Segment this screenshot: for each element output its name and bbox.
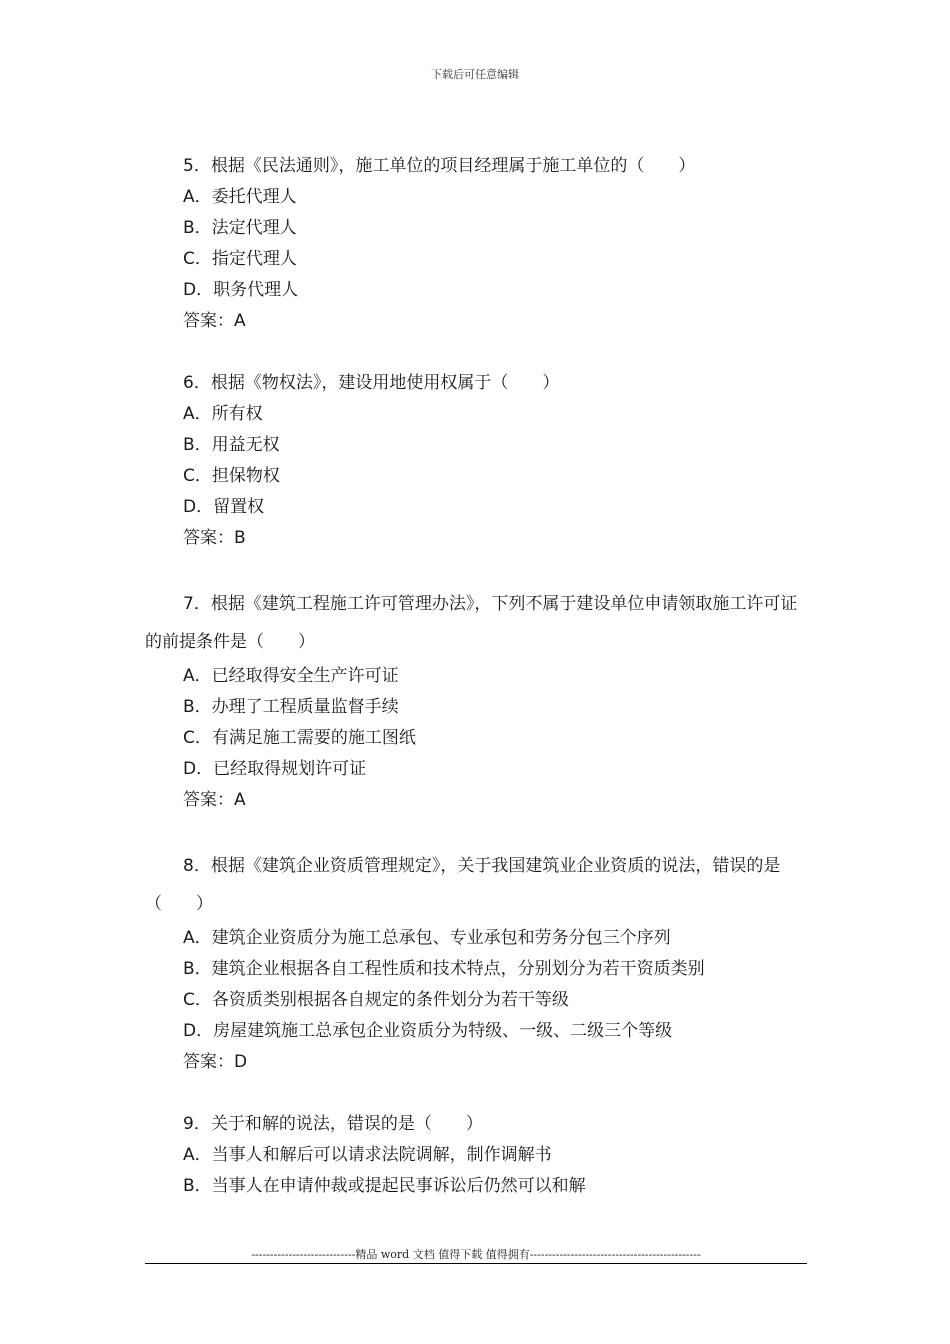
option-a: A．委托代理人: [183, 187, 297, 207]
page-header: 下载后可任意编辑: [431, 68, 519, 81]
question-stem: 7．根据《建筑工程施工许可管理办法》，下列不属于建设单位申请领取施工许可证的前提条件是（ ）: [145, 594, 798, 652]
option-b: B．法定代理人: [183, 218, 297, 238]
document-body: [145, 151, 815, 1233]
option-d: D．留置权: [183, 497, 265, 517]
answer: 答案：B: [183, 528, 246, 548]
answer: 答案：A: [183, 790, 246, 810]
question-9: [145, 1109, 815, 1202]
question-8: [145, 847, 815, 1078]
option-b: B．建筑企业根据各自工程性质和技术特点，分别划分为若干资质类别: [183, 959, 705, 979]
option-a: A．建筑企业资质分为施工总承包、专业承包和劳务分包三个序列: [183, 928, 671, 948]
question-stem: 9．关于和解的说法，错误的是（ ）: [183, 1114, 483, 1134]
option-d: D．房屋建筑施工总承包企业资质分为特级、一级、二级三个等级: [183, 1021, 673, 1041]
footer-divider: [145, 1263, 807, 1264]
question-6: [145, 368, 815, 554]
question-5: [145, 151, 815, 337]
page-footer: ----------------------------精品 word 文档 值得下载 值得拥有----------------------------------------------: [251, 1248, 701, 1261]
question-stem: 5．根据《民法通则》，施工单位的项目经理属于施工单位的（ ）: [183, 156, 696, 176]
option-b: B．办理了工程质量监督手续: [183, 697, 399, 717]
answer: 答案：D: [183, 1052, 248, 1072]
option-d: D．职务代理人: [183, 280, 299, 300]
option-d: D．已经取得规划许可证: [183, 759, 367, 779]
option-b: B．当事人在申请仲裁或提起民事诉讼后仍然可以和解: [183, 1176, 586, 1196]
question-stem: 6．根据《物权法》，建设用地使用权属于（ ）: [183, 373, 560, 393]
option-a: A．当事人和解后可以请求法院调解，制作调解书: [183, 1145, 552, 1165]
question-7: [145, 585, 815, 816]
option-c: C．有满足施工需要的施工图纸: [183, 728, 416, 748]
question-stem: 8．根据《建筑企业资质管理规定》，关于我国建筑业企业资质的说法，错误的是（ ）: [145, 856, 781, 914]
option-b: B．用益无权: [183, 435, 280, 455]
option-c: C．各资质类别根据各自规定的条件划分为若干等级: [183, 990, 569, 1010]
option-c: C．担保物权: [183, 466, 280, 486]
option-c: C．指定代理人: [183, 249, 297, 269]
option-a: A．所有权: [183, 404, 263, 424]
answer: 答案：A: [183, 311, 246, 331]
option-a: A．已经取得安全生产许可证: [183, 666, 399, 686]
